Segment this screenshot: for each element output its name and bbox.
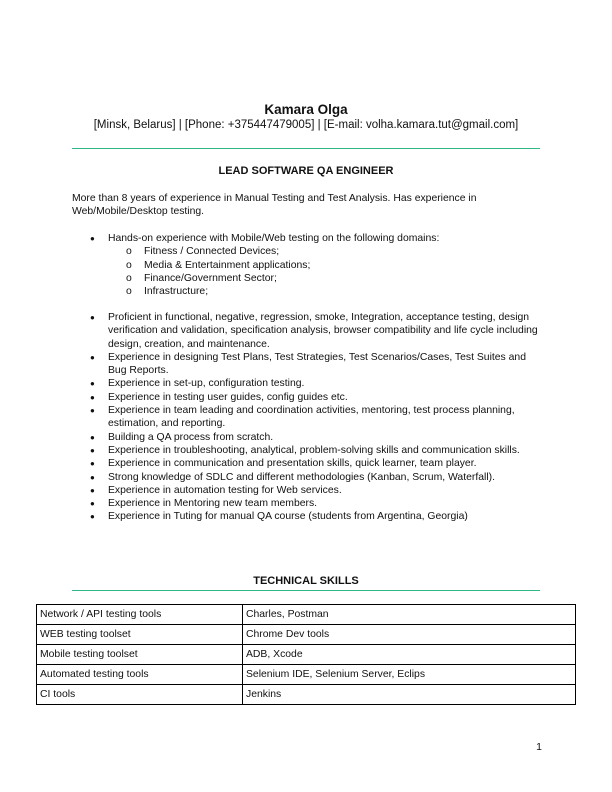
role-title: LEAD SOFTWARE QA ENGINEER xyxy=(218,165,394,177)
table-row xyxy=(37,645,576,665)
skill-tools: Chrome Dev tools xyxy=(243,625,576,645)
table-row xyxy=(37,665,576,685)
experience-item: ● Experience in automation testing for Web services. xyxy=(72,484,540,497)
experience-item: ● Experience in Mentoring new team members. xyxy=(72,497,540,510)
skills-divider xyxy=(72,590,540,591)
domain-item: o Finance/Government Sector; xyxy=(108,272,540,285)
skill-category: Network / API testing tools xyxy=(37,605,243,625)
table-row xyxy=(37,605,576,625)
experience-item: ● Experience in Tuting for manual QA course (students from Argentina, Georgia) xyxy=(72,510,540,523)
domain-item: o Media & Entertainment applications; xyxy=(108,259,540,272)
technical-skills-title: TECHNICAL SKILLS xyxy=(253,575,359,587)
domains-sublist xyxy=(108,245,540,298)
skill-category: WEB testing toolset xyxy=(37,625,243,645)
table-row xyxy=(37,625,576,645)
skill-tools: Selenium IDE, Selenium Server, Eclips xyxy=(243,665,576,685)
header-divider xyxy=(72,148,540,149)
experience-list xyxy=(72,311,540,524)
experience-summary: More than 8 years of experience in Manual Testing and Test Analysis. Has experience in Web/Mobile/Desktop testing. xyxy=(72,193,477,218)
skill-category: Mobile testing toolset xyxy=(37,645,243,665)
domain-item: o Infrastructure; xyxy=(108,285,540,298)
experience-item: ● Experience in designing Test Plans, Test Strategies, Test Scenarios/Cases, Test Suites and Bug Reports. xyxy=(72,351,540,378)
domains-intro: Hands-on experience with Mobile/Web testing on the following domains: xyxy=(108,233,440,244)
experience-item: ● Experience in testing user guides, config guides etc. xyxy=(72,391,540,404)
skill-category: Automated testing tools xyxy=(37,665,243,685)
skill-tools: ADB, Xcode xyxy=(243,645,576,665)
domain-item: o Fitness / Connected Devices; xyxy=(108,245,540,258)
experience-item: ● Experience in troubleshooting, analytical, problem-solving skills and communication skills. xyxy=(72,444,540,457)
list-item xyxy=(72,232,540,298)
experience-item: ● Building a QA process from scratch. xyxy=(72,431,540,444)
experience-item: ● Strong knowledge of SDLC and different methodologies (Kanban, Scrum, Waterfall). xyxy=(72,471,540,484)
skill-tools: Charles, Postman xyxy=(243,605,576,625)
experience-item: ● Experience in team leading and coordination activities, mentoring, test process planning, estimation, and reporting. xyxy=(72,404,540,431)
technical-skills-table xyxy=(36,604,576,705)
page-number: 1 xyxy=(536,741,542,753)
contact-line: [Minsk, Belarus] | [Phone: +375447479005] | [E-mail: volha.kamara.tut@gmail.com] xyxy=(93,119,519,131)
skill-tools: Jenkins xyxy=(243,685,576,705)
domains-list xyxy=(72,232,540,298)
experience-item: ● Proficient in functional, negative, regression, smoke, Integration, acceptance testing, design verification and validation, specification analysis, browser compatibility and life cycle including design, creation, and maintenance. xyxy=(72,311,540,351)
skill-category: CI tools xyxy=(37,685,243,705)
table-row xyxy=(37,685,576,705)
experience-item: ● Experience in communication and presentation skills, quick learner, team player. xyxy=(72,457,540,470)
candidate-name: Kamara Olga xyxy=(264,102,348,117)
experience-item: ● Experience in set-up, configuration testing. xyxy=(72,377,540,390)
